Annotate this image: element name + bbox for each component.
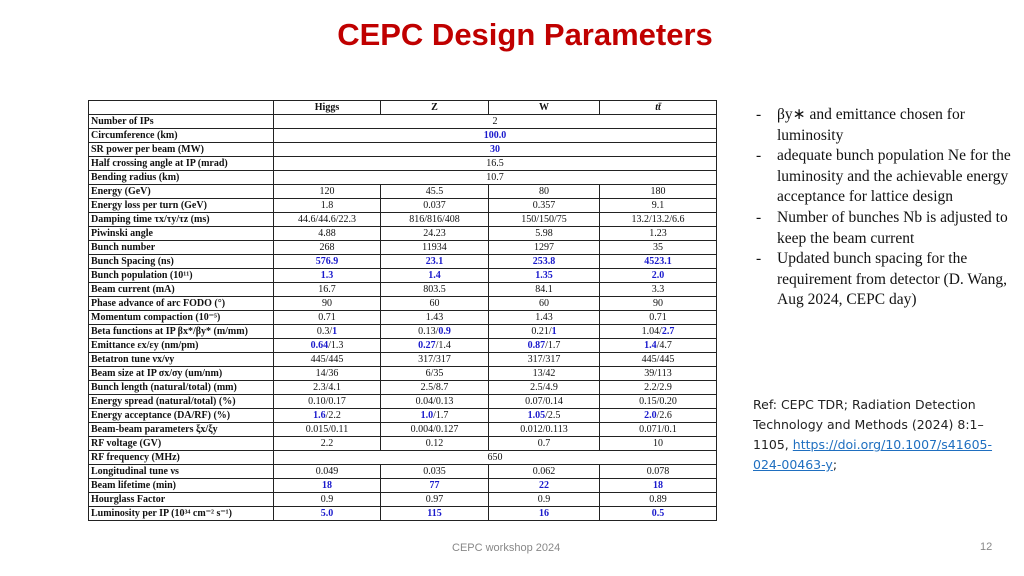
highlighted-value: 2.0 — [644, 410, 657, 421]
value: 2 — [492, 116, 498, 127]
cell-z — [381, 185, 489, 199]
cell-higgs — [274, 325, 381, 339]
cell-ttbar — [600, 325, 717, 339]
cell-w — [489, 213, 600, 227]
cell-higgs — [274, 493, 381, 507]
header-z: Z — [381, 101, 489, 115]
value: 803.5 — [423, 284, 446, 295]
row-label: Beta functions at IP βx*/βy* (m/mm) — [89, 325, 274, 339]
value: 0.89 — [649, 494, 667, 505]
highlighted-value: 23.1 — [425, 256, 444, 267]
cell-ttbar — [600, 395, 717, 409]
value: 0.7 — [537, 438, 551, 449]
highlighted-value: 1.05 — [527, 410, 546, 421]
value: /2.2 — [325, 410, 341, 421]
cell-w — [489, 381, 600, 395]
value: 0.078 — [646, 466, 670, 477]
table-row — [89, 213, 717, 227]
value: 1.04/ — [641, 326, 662, 337]
highlighted-value: 1.3 — [320, 270, 334, 281]
table-row — [89, 479, 717, 493]
table-row — [89, 325, 717, 339]
cell-w — [489, 311, 600, 325]
row-label: Bunch number — [89, 241, 274, 255]
reference — [753, 395, 1003, 475]
cell-higgs — [274, 269, 381, 283]
cell-ttbar — [600, 185, 717, 199]
note-item — [752, 146, 1017, 208]
cell-w — [489, 269, 600, 283]
cell-ttbar — [600, 213, 717, 227]
reference-suffix: ; — [832, 457, 838, 472]
cell-z — [381, 353, 489, 367]
highlighted-value: 22 — [539, 480, 549, 491]
cell-z — [381, 325, 489, 339]
table-row — [89, 311, 717, 325]
value: 150/150/75 — [521, 214, 567, 225]
value: 16.7 — [318, 284, 336, 295]
value: 90 — [322, 298, 332, 309]
table-row — [89, 353, 717, 367]
shared-value-cell — [274, 115, 717, 129]
value: 120 — [319, 186, 335, 197]
value: 84.1 — [535, 284, 553, 295]
value: 445/445 — [310, 354, 344, 365]
value: 650 — [487, 452, 503, 463]
cell-ttbar — [600, 367, 717, 381]
row-label: Momentum compaction (10⁻⁵) — [89, 311, 274, 325]
highlighted-value: 1.0 — [420, 410, 434, 421]
cell-z — [381, 227, 489, 241]
value: /1.4 — [435, 340, 451, 351]
header-ttbar: tt̄ — [600, 101, 717, 115]
cell-higgs — [274, 423, 381, 437]
value: 0.71 — [318, 312, 336, 323]
cell-z — [381, 241, 489, 255]
cell-w — [489, 437, 600, 451]
cell-higgs — [274, 507, 381, 521]
cell-ttbar — [600, 227, 717, 241]
cell-z — [381, 395, 489, 409]
cell-w — [489, 493, 600, 507]
cell-ttbar — [600, 409, 717, 423]
cell-higgs — [274, 185, 381, 199]
value: 14/36 — [315, 368, 339, 379]
table-row — [89, 199, 717, 213]
table-row — [89, 339, 717, 353]
cell-z — [381, 297, 489, 311]
value: 1297 — [534, 242, 554, 253]
cell-z — [381, 269, 489, 283]
row-label: Betatron tune νx/νy — [89, 353, 274, 367]
cell-w — [489, 241, 600, 255]
value: 45.5 — [425, 186, 444, 197]
value: /1.3 — [328, 340, 344, 351]
cell-ttbar — [600, 339, 717, 353]
highlighted-value: 1.4 — [428, 270, 441, 281]
notes-list — [752, 105, 1017, 311]
value: 0.9 — [537, 494, 551, 505]
cell-w — [489, 297, 600, 311]
cell-ttbar — [600, 199, 717, 213]
cell-w — [489, 199, 600, 213]
cell-higgs — [274, 409, 381, 423]
value: 445/445 — [641, 354, 675, 365]
cell-higgs — [274, 241, 381, 255]
cell-z — [381, 367, 489, 381]
cell-higgs — [274, 479, 381, 493]
table-row — [89, 227, 717, 241]
header-higgs: Higgs — [274, 101, 381, 115]
value: /2.5 — [545, 410, 561, 421]
row-label: Energy acceptance (DA/RF) (%) — [89, 409, 274, 423]
cell-z — [381, 283, 489, 297]
highlighted-value: 576.9 — [315, 256, 339, 267]
cell-ttbar — [600, 311, 717, 325]
row-label: Beam size at IP σx/σy (um/nm) — [89, 367, 274, 381]
header-w: W — [489, 101, 600, 115]
cell-w — [489, 409, 600, 423]
cell-ttbar — [600, 493, 717, 507]
value: 39/113 — [644, 368, 672, 379]
value: 0.10/0.17 — [308, 396, 346, 407]
header-parameter — [89, 101, 274, 115]
highlighted-value: 0.5 — [651, 508, 665, 519]
row-label: Beam-beam parameters ξx/ξy — [89, 423, 274, 437]
row-label: Bunch Spacing (ns) — [89, 255, 274, 269]
table-row — [89, 437, 717, 451]
value: 24.23 — [423, 228, 446, 239]
row-label: RF frequency (MHz) — [89, 451, 274, 465]
bullet-dash: - — [756, 147, 762, 165]
value: 0.71 — [649, 312, 667, 323]
highlighted-value: 0.87 — [527, 340, 546, 351]
value: 0.12 — [425, 438, 444, 449]
row-label: Piwinski angle — [89, 227, 274, 241]
highlighted-value: 5.0 — [320, 508, 334, 519]
highlighted-value: 4523.1 — [644, 256, 672, 267]
table-row — [89, 493, 717, 507]
cell-ttbar — [600, 283, 717, 297]
highlighted-value: 1 — [332, 326, 338, 337]
value: 90 — [653, 298, 663, 309]
bullet-dash: - — [756, 250, 762, 268]
row-label: SR power per beam (MW) — [89, 143, 274, 157]
table-header-row — [89, 101, 717, 115]
table-row — [89, 507, 717, 521]
shared-value-cell — [274, 171, 717, 185]
cell-z — [381, 213, 489, 227]
value: 13/42 — [532, 368, 556, 379]
footer-text: CEPC workshop 2024 — [452, 542, 561, 554]
row-label: Circumference (km) — [89, 129, 274, 143]
cell-z — [381, 437, 489, 451]
cell-z — [381, 381, 489, 395]
highlighted-value: 2.7 — [661, 326, 675, 337]
row-label: Half crossing angle at IP (mrad) — [89, 157, 274, 171]
value: 44.6/44.6/22.3 — [297, 214, 357, 225]
shared-value-cell — [274, 451, 717, 465]
cell-higgs — [274, 339, 381, 353]
value: 2.5/8.7 — [420, 382, 449, 393]
row-label: Bunch population (10¹¹) — [89, 269, 274, 283]
value: 816/816/408 — [409, 214, 460, 225]
cell-higgs — [274, 213, 381, 227]
highlighted-value: 1.4 — [644, 340, 657, 351]
cell-higgs — [274, 311, 381, 325]
table-row — [89, 367, 717, 381]
value: 0.3/ — [316, 326, 333, 337]
value: 0.357 — [532, 200, 556, 211]
row-label: Bending radius (km) — [89, 171, 274, 185]
value: 60 — [539, 298, 549, 309]
cell-ttbar — [600, 241, 717, 255]
note-text: Updated bunch spacing for the requirement from detector (D. Wang, Aug 2024, CEPC day) — [777, 250, 1008, 309]
highlighted-value: 1.35 — [535, 270, 553, 281]
highlighted-value: 253.8 — [532, 256, 556, 267]
cell-z — [381, 423, 489, 437]
cell-higgs — [274, 437, 381, 451]
cell-ttbar — [600, 437, 717, 451]
cell-ttbar — [600, 507, 717, 521]
value: 10.7 — [486, 172, 504, 183]
table-row — [89, 423, 717, 437]
bullet-dash: - — [756, 106, 762, 123]
cell-w — [489, 255, 600, 269]
value: 0.035 — [423, 466, 446, 477]
table-row — [89, 157, 717, 171]
cell-ttbar — [600, 255, 717, 269]
cell-w — [489, 465, 600, 479]
table-row — [89, 171, 717, 185]
row-label: Damping time τx/τy/τz (ms) — [89, 213, 274, 227]
cell-z — [381, 493, 489, 507]
row-label: Luminosity per IP (10³⁴ cm⁻² s⁻¹) — [89, 507, 274, 521]
value: 0.062 — [532, 466, 556, 477]
cell-z — [381, 507, 489, 521]
value: 9.1 — [651, 200, 665, 211]
value: 1.8 — [320, 200, 334, 211]
cell-w — [489, 185, 600, 199]
highlighted-value: 18 — [653, 480, 663, 491]
table-row — [89, 269, 717, 283]
table-row — [89, 283, 717, 297]
note-item — [752, 105, 1017, 146]
page-number: 12 — [980, 541, 993, 553]
value: 0.97 — [425, 494, 444, 505]
value: 2.2/2.9 — [644, 382, 672, 393]
cell-higgs — [274, 465, 381, 479]
slide-title: CEPC Design Parameters — [337, 17, 713, 52]
cell-w — [489, 283, 600, 297]
shared-value-cell — [274, 157, 717, 171]
cell-z — [381, 311, 489, 325]
cell-higgs — [274, 381, 381, 395]
cell-higgs — [274, 283, 381, 297]
value: 2.2 — [320, 438, 334, 449]
value: 0.21/ — [531, 326, 552, 337]
row-label: Beam current (mA) — [89, 283, 274, 297]
row-label: Hourglass Factor — [89, 493, 274, 507]
cell-z — [381, 409, 489, 423]
table-row — [89, 185, 717, 199]
highlighted-value: 16 — [539, 508, 549, 519]
bullet-dash: - — [756, 208, 762, 226]
table-row — [89, 255, 717, 269]
value: 3.3 — [651, 284, 665, 295]
cell-higgs — [274, 227, 381, 241]
row-label: Emittance εx/εy (nm/pm) — [89, 339, 274, 353]
cell-ttbar — [600, 479, 717, 493]
value: 0.13/ — [418, 326, 439, 337]
value: 1.43 — [535, 312, 553, 323]
value: 2.3/4.1 — [313, 382, 341, 393]
cell-w — [489, 479, 600, 493]
table-row — [89, 143, 717, 157]
highlighted-value: 0.64 — [310, 340, 329, 351]
note-item — [752, 249, 1017, 311]
table-row — [89, 409, 717, 423]
cell-w — [489, 227, 600, 241]
highlighted-value: 2.0 — [651, 270, 665, 281]
table-row — [89, 297, 717, 311]
row-label: Phase advance of arc FODO (°) — [89, 297, 274, 311]
row-label: Bunch length (natural/total) (mm) — [89, 381, 274, 395]
highlighted-value: 1.6 — [313, 410, 326, 421]
cell-z — [381, 339, 489, 353]
cell-higgs — [274, 367, 381, 381]
design-parameters-table — [88, 100, 717, 521]
value: 4.88 — [318, 228, 336, 239]
value: 0.012/0.113 — [520, 424, 568, 435]
row-label: RF voltage (GV) — [89, 437, 274, 451]
highlighted-value: 18 — [322, 480, 332, 491]
value: 0.037 — [423, 200, 446, 211]
table-row — [89, 395, 717, 409]
shared-value-cell — [274, 129, 717, 143]
value: 0.15/0.20 — [639, 396, 677, 407]
value: 0.07/0.14 — [525, 396, 563, 407]
highlighted-value: 30 — [490, 144, 500, 155]
reference-text: Ref: CEPC TDR; Radiation Detection Technology and Methods (2024) 8:1–1105, — [753, 397, 984, 452]
shared-value-cell — [274, 143, 717, 157]
highlighted-value: 1 — [551, 326, 557, 337]
row-label: Energy loss per turn (GeV) — [89, 199, 274, 213]
highlighted-value: 77 — [429, 480, 440, 491]
note-text: βy∗ and emittance chosen for luminosity — [777, 106, 965, 144]
row-label: Beam lifetime (min) — [89, 479, 274, 493]
value: 0.049 — [315, 466, 339, 477]
cell-z — [381, 479, 489, 493]
value: 13.2/13.2/6.6 — [631, 214, 685, 225]
value: 317/317 — [527, 354, 561, 365]
doi-link[interactable]: https://doi.org/10.1007/s41605-024-00463-y — [753, 437, 993, 472]
table-row — [89, 381, 717, 395]
value: 80 — [539, 186, 549, 197]
table-row — [89, 241, 717, 255]
note-text: Number of bunches Nb is adjusted to keep the beam current — [777, 208, 1008, 247]
cell-w — [489, 507, 600, 521]
cell-higgs — [274, 395, 381, 409]
value: 180 — [650, 186, 666, 197]
highlighted-value: 115 — [427, 508, 442, 519]
value: 0.015/0.11 — [305, 424, 349, 435]
value: 0.04/0.13 — [415, 396, 454, 407]
note-text: adequate bunch population Ne for the luminosity and the achievable energy acceptance for lattice design — [777, 147, 1011, 206]
cell-ttbar — [600, 423, 717, 437]
value: 0.9 — [320, 494, 334, 505]
value: 268 — [319, 242, 335, 253]
value: 16.5 — [486, 158, 504, 169]
table-row — [89, 129, 717, 143]
value: 1.23 — [649, 228, 667, 239]
cell-ttbar — [600, 465, 717, 479]
value: 317/317 — [418, 354, 451, 365]
value: 2.5/4.9 — [530, 382, 558, 393]
value: 1.43 — [425, 312, 444, 323]
note-item — [752, 208, 1017, 249]
value: /1.7 — [545, 340, 561, 351]
cell-ttbar — [600, 381, 717, 395]
table-row — [89, 115, 717, 129]
highlighted-value: 100.0 — [483, 130, 507, 141]
cell-z — [381, 255, 489, 269]
value: 0.004/0.127 — [410, 424, 459, 435]
cell-higgs — [274, 199, 381, 213]
value: /2.6 — [656, 410, 672, 421]
cell-ttbar — [600, 353, 717, 367]
cell-w — [489, 423, 600, 437]
cell-z — [381, 465, 489, 479]
value: /4.7 — [656, 340, 672, 351]
value: 6/35 — [425, 368, 444, 379]
row-label: Energy spread (natural/total) (%) — [89, 395, 274, 409]
highlighted-value: 0.27 — [418, 340, 436, 351]
row-label: Number of IPs — [89, 115, 274, 129]
value: 5.98 — [535, 228, 553, 239]
cell-higgs — [274, 255, 381, 269]
cell-z — [381, 199, 489, 213]
value: 60 — [429, 298, 440, 309]
cell-higgs — [274, 297, 381, 311]
value: 10 — [653, 438, 663, 449]
cell-ttbar — [600, 297, 717, 311]
row-label: Longitudinal tune νs — [89, 465, 274, 479]
table-row — [89, 465, 717, 479]
row-label: Energy (GeV) — [89, 185, 274, 199]
table-row — [89, 451, 717, 465]
cell-w — [489, 367, 600, 381]
cell-higgs — [274, 353, 381, 367]
value: 0.071/0.1 — [639, 424, 677, 435]
value: 11934 — [422, 242, 447, 253]
cell-w — [489, 353, 600, 367]
cell-w — [489, 395, 600, 409]
cell-ttbar — [600, 269, 717, 283]
highlighted-value: 0.9 — [438, 326, 451, 337]
value: /1.7 — [433, 410, 449, 421]
cell-w — [489, 325, 600, 339]
cell-w — [489, 339, 600, 353]
value: 35 — [653, 242, 663, 253]
